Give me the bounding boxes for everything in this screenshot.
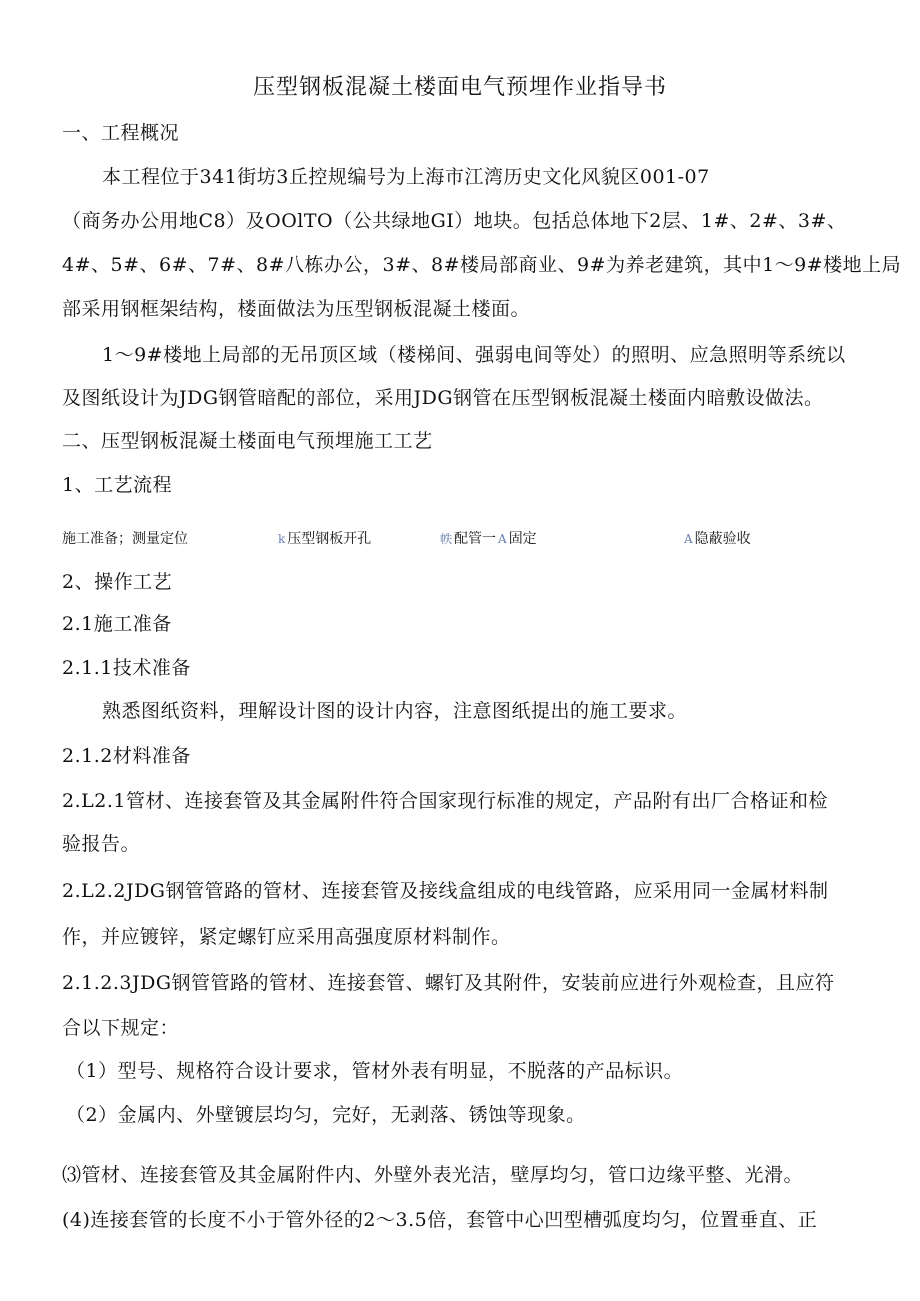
subsection-heading: 2.1施工准备 — [62, 613, 172, 635]
paragraph-line: （商务办公用地C8）及OOlTO（公共绿地GI）地块。包括总体地下2层、1#、2#、3#、 — [62, 210, 847, 232]
flow-step-inspect — [684, 528, 751, 548]
page-title: 压型钢板混凝土楼面电气预埋作业指导书 — [252, 75, 667, 100]
paragraph-line: 及图纸设计为JDG钢管暗配的部位，采用JDG钢管在压型钢板混凝土楼面内暗敷设做法。 — [62, 387, 824, 409]
subsection-heading: 2.1.1技术准备 — [62, 657, 191, 679]
list-item: （2）金属内、外壁镀层均匀，完好，无剥落、锈蚀等现象。 — [66, 1104, 586, 1126]
flow-step-label: 配管一 — [454, 531, 497, 547]
paragraph-line: 验报告。 — [62, 833, 141, 855]
subsection-heading: 2、操作工艺 — [62, 571, 173, 593]
section-heading: 一、工程概况 — [62, 122, 180, 144]
paragraph-line: 本工程位于341街坊3丘控规编号为上海市江湾历史文化风貌区001-07 — [102, 166, 710, 188]
flow-step-label: 压型钢板开孔 — [287, 531, 372, 547]
flow-step-pipe — [440, 528, 537, 548]
flow-marker: A — [684, 532, 693, 546]
paragraph-line: 4#、5#、6#、7#、8#八栋办公，3#、8#楼局部商业、9#为养老建筑，其中1～9#楼地上局 — [62, 254, 902, 276]
paragraph-line: 2.L2.1管材、连接套管及其金属附件符合国家现行标准的规定，产品附有出厂合格证和检 — [62, 790, 828, 812]
paragraph-line: 部采用钢框架结构，楼面做法为压型钢板混凝土楼面。 — [62, 298, 531, 320]
subsection-heading: 1、工艺流程 — [62, 474, 173, 496]
subsection-heading: 2.1.2材料准备 — [62, 745, 191, 767]
flow-step-label: 隐蔽验收 — [694, 531, 751, 547]
flow-step-prepare: 施工准备；测量定位 — [62, 531, 188, 547]
flow-marker: 帙 — [440, 532, 453, 546]
flow-step-drill — [278, 528, 371, 548]
flow-marker: A — [498, 532, 507, 546]
list-item: ⑶管材、连接套管及其金属附件内、外壁外表光洁，壁厚均匀，管口边缘平整、光滑。 — [62, 1164, 804, 1186]
paragraph-line: 2.1.2.3JDG钢管管路的管材、连接套管、螺钉及其附件，安装前应进行外观检查，且应符 — [62, 972, 835, 994]
section-heading: 二、压型钢板混凝土楼面电气预埋施工工艺 — [62, 430, 433, 452]
flow-marker: k — [278, 532, 286, 546]
paragraph-line: 合以下规定： — [62, 1017, 180, 1039]
paragraph-line: 熟悉图纸资料，理解设计图的设计内容，注意图纸提出的施工要求。 — [102, 700, 688, 722]
flow-step-label: 固定 — [508, 531, 537, 547]
list-item: （1）型号、规格符合设计要求，管材外表有明显，不脱落的产品标识。 — [66, 1060, 684, 1082]
paragraph-line: 2.L2.2JDG钢管管路的管材、连接套管及接线盒组成的电线管路，应采用同一金属材料制 — [62, 880, 829, 902]
list-item: (4)连接套管的长度不小于管外径的2～3.5倍，套管中心凹型槽弧度均匀，位置垂直、正 — [62, 1209, 818, 1231]
paragraph-line: 作，并应镀锌，紧定螺钉应采用高强度原材料制作。 — [62, 926, 511, 948]
paragraph-line: 1～9#楼地上局部的无吊顶区域（楼梯间、强弱电间等处）的照明、应急照明等系统以 — [102, 344, 846, 366]
